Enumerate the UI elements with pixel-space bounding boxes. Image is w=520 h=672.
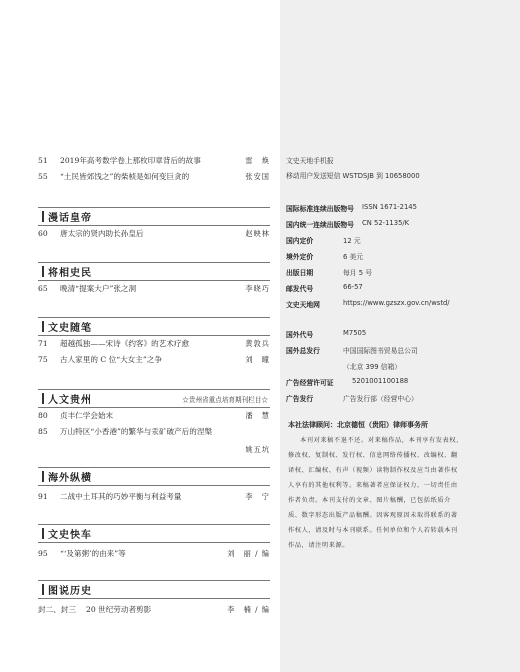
info-value: CN 52-1135/K <box>362 219 410 227</box>
info-value: 66-57 <box>343 283 363 291</box>
website-link[interactable]: https://www.gzszx.gov.cn/wstd/ <box>343 299 450 307</box>
section-marker <box>42 266 44 277</box>
info-sidebar <box>280 0 520 672</box>
toc-title: 超越孤独——宋诗《约客》的艺术疗愈 <box>60 339 190 348</box>
section-title: 将相史民 <box>48 268 92 279</box>
toc-title: 贞丰仁学会始末 <box>60 411 114 420</box>
section-title: 文史随笔 <box>48 323 92 334</box>
toc-title: 万山特区“小香港”的繁华与汞矿破产后的涅槃 <box>60 427 213 436</box>
toc-entry[interactable] <box>38 228 270 239</box>
info-label: 国外总发行 <box>286 347 320 355</box>
section-marker <box>42 211 44 222</box>
section-marker <box>42 528 44 539</box>
section-title: 海外纵横 <box>48 473 92 484</box>
toc-page-number: 80 <box>38 411 48 420</box>
toc-author: 黄敦兵 <box>245 339 270 348</box>
info-value: 每月 5 号 <box>343 269 373 277</box>
section-title: 图说历史 <box>48 586 92 597</box>
section-marker <box>42 471 44 482</box>
toc-entry[interactable] <box>38 171 270 182</box>
toc-page-number: 71 <box>38 339 48 348</box>
info-value: M7505 <box>343 329 367 337</box>
toc-title: 2019年高考数学卷上那枚印章背后的故事 <box>60 156 201 165</box>
section-marker <box>42 393 44 404</box>
toc-author: 赵映林 <box>245 229 270 238</box>
section-marker <box>42 321 44 332</box>
toc-entry[interactable] <box>38 604 270 615</box>
legal-notice-text: 本刊对来稿不退不还。对来稿作品，本刊享有发表权、修改权、复制权、发行权、信息网络传播权、改编权、翻译权、汇编权、有声（视频）读物制作权及应当由著作权人享有的其他权利等。来稿著者应保证权力，一切责任由作者负责。本刊支付的文章、图片稿酬，已包括纸质介质、数字形态出版产品稿酬。因客观原因未取得联系的著作权人，请及时与本刊联系。任何单位和个人若转载本刊作品，请注明来源。 <box>288 437 463 549</box>
toc-entry[interactable] <box>38 354 270 365</box>
info-label: 境外定价 <box>286 253 314 261</box>
section-header <box>38 317 270 336</box>
info-label: 广告经营许可证 <box>286 379 334 387</box>
toc-title: 20 世纪劳动者剪影 <box>86 605 152 614</box>
toc-author: 李 宁 <box>245 492 270 501</box>
mobile-paper-title: 文史天地手机报 <box>286 157 334 165</box>
info-value: 6 美元 <box>343 253 364 261</box>
info-value: 广告发行部（经营中心） <box>343 395 418 403</box>
toc-entry[interactable] <box>38 548 270 559</box>
toc-entry[interactable] <box>38 283 270 294</box>
toc-page-number: 65 <box>38 284 48 293</box>
toc-title: “‘及第粥’的由来”等 <box>60 549 126 558</box>
section-header <box>38 207 270 226</box>
section-header <box>38 524 270 543</box>
toc-page-number: 封二、封三 <box>38 605 76 614</box>
section-note: ☆贵州省重点培育期刊栏目☆ <box>182 396 268 404</box>
toc-entry[interactable] <box>38 338 270 349</box>
info-label: 国外代号 <box>286 331 314 339</box>
info-value: （北京 399 信箱） <box>343 363 402 371</box>
toc-entry[interactable] <box>38 491 270 502</box>
section-header <box>38 580 270 599</box>
toc-author: 潘 慧 <box>245 411 270 420</box>
toc-page-number: 60 <box>38 229 48 238</box>
toc-author: 姚五坑 <box>245 445 270 454</box>
info-label: 国际标准连续出版物号 <box>286 205 354 213</box>
toc-author: 刘 丽 / 编 <box>227 549 270 558</box>
toc-page-number: 85 <box>38 427 48 436</box>
section-title: 漫话皇帝 <box>48 213 92 224</box>
info-label: 国内统一连续出版物号 <box>286 221 354 229</box>
toc-author: 刘 曈 <box>245 355 270 364</box>
toc-entry[interactable] <box>38 426 270 437</box>
toc-author: 张安国 <box>245 172 270 181</box>
info-value: 12 元 <box>343 237 361 245</box>
toc-page-number: 91 <box>38 492 48 501</box>
toc-title: 二战中土耳其的巧妙平衡与利益考量 <box>60 492 182 501</box>
section-header <box>38 467 270 486</box>
info-label: 文史天地网 <box>286 301 320 309</box>
mobile-paper-line: 移动用户发送短信 WSTDSJB 到 10658000 <box>286 172 420 180</box>
toc-entry[interactable] <box>38 155 270 166</box>
toc-page-number: 95 <box>38 549 48 558</box>
toc-title: 古人家里的 C 位“大女主”之争 <box>60 355 162 364</box>
toc-page-number: 51 <box>38 156 48 165</box>
section-title: 文史快车 <box>48 530 92 541</box>
info-value: ISSN 1671-2145 <box>362 203 417 211</box>
toc-author: 李晓巧 <box>245 284 270 293</box>
toc-page-number: 55 <box>38 172 48 181</box>
toc-title: “土民皆郊饯之”的柴桢是如何变巨贪的 <box>60 172 190 181</box>
section-header <box>38 389 270 408</box>
toc-author: 雷 焕 <box>245 156 270 165</box>
section-title: 人文贵州 <box>48 395 92 406</box>
info-label: 邮发代号 <box>286 285 314 293</box>
info-label: 国内定价 <box>286 237 314 245</box>
info-label: 出版日期 <box>286 269 314 277</box>
section-header <box>38 262 270 281</box>
toc-entry[interactable] <box>38 410 270 421</box>
info-value: 5201001100188 <box>352 377 409 385</box>
info-value: 中国国际图书贸易总公司 <box>343 347 418 355</box>
legal-counsel-title: 本社法律顾问：北京德恒（贵阳）律师事务所 <box>288 421 428 429</box>
toc-author: 李 楠 / 编 <box>227 605 270 614</box>
toc-title: 唐太宗的贤内助长孙皇后 <box>60 229 144 238</box>
info-label: 广告发行 <box>286 395 314 403</box>
section-marker <box>42 584 44 595</box>
toc-page-number: 75 <box>38 355 48 364</box>
toc-title: 晚清“提案大户”张之洞 <box>60 284 137 293</box>
